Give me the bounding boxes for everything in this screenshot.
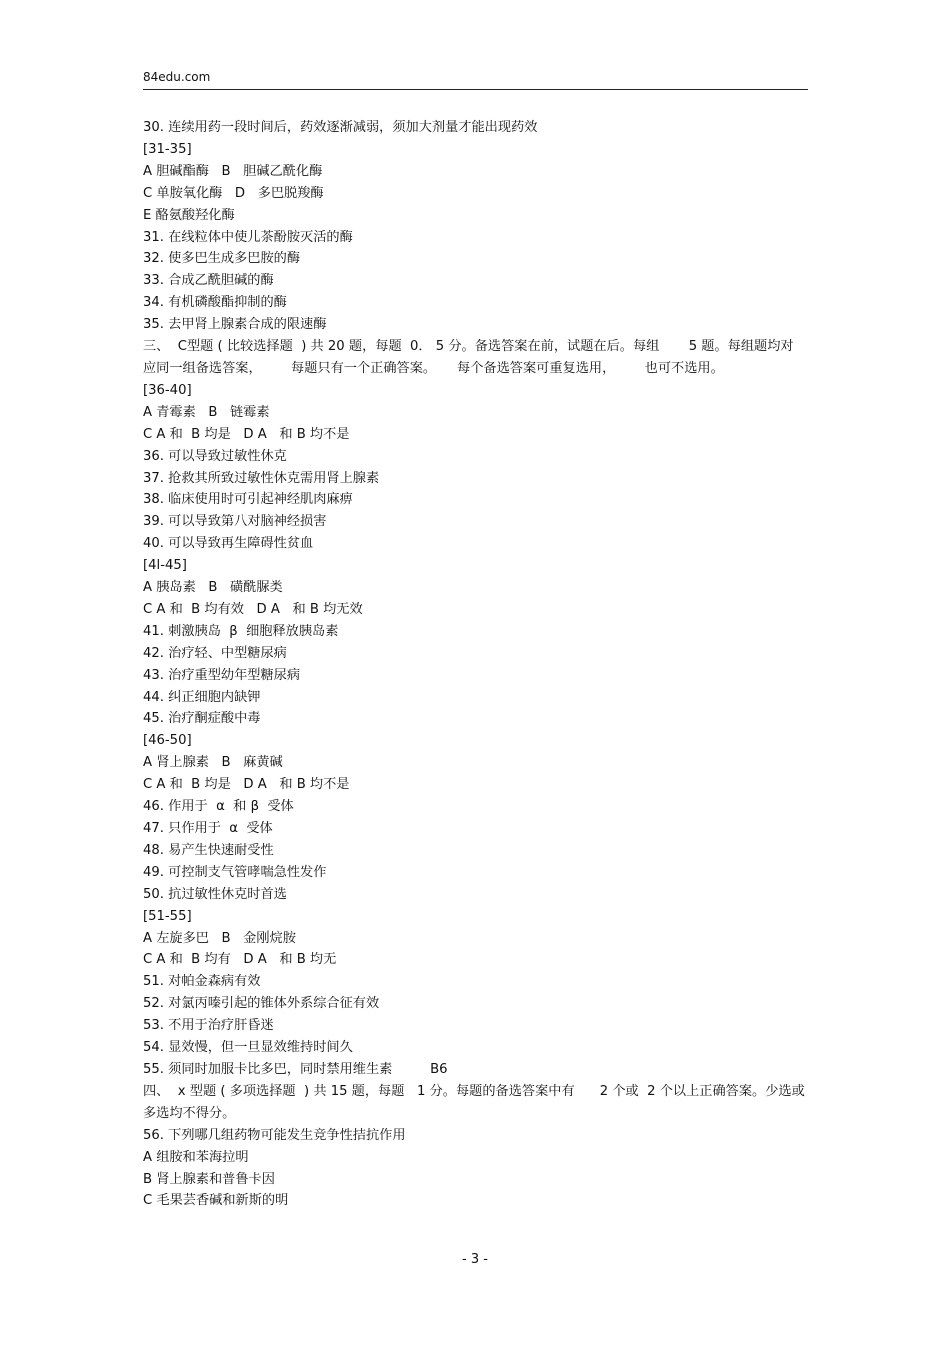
question-51: 51. 对帕金森病有效 (143, 974, 261, 990)
question-30: 30. 连续用药一段时间后，药效逐渐减弱，须加大剂量才能出现药效 (143, 120, 538, 135)
option-line: A 胆碱酯酶 B 胆碱乙酰化酶 (143, 163, 323, 179)
option-line: C A 和 B 均是 D A 和 B 均不是 (143, 426, 350, 442)
question-33: 33. 合成乙酰胆碱的酶 (143, 273, 274, 289)
question-41: 41. 刺激胰岛 β 细胞释放胰岛素 (143, 623, 339, 639)
option-line: C A 和 B 均有 D A 和 B 均无 (143, 952, 337, 968)
option-line: A 胰岛素 B 磺酰脲类 (143, 580, 283, 596)
question-48: 48. 易产生快速耐受性 (143, 842, 274, 858)
option-line: E 酪氨酸羟化酶 (143, 207, 235, 223)
question-45: 45. 治疗酮症酸中毒 (143, 711, 261, 727)
question-44: 44. 纠正细胞内缺钾 (143, 689, 261, 705)
option-line: A 左旋多巴 B 金刚烷胺 (143, 930, 296, 946)
section-4-instructions: 四、 x 型题 ( 多项选择题 ) 共 15 题，每题 1 分。每题的备选答案中有 2 个或 2 个以上正确答案。少选或多选均不得分。 (143, 1083, 805, 1121)
question-49: 49. 可控制支气管哮喘急性发作 (143, 864, 327, 880)
page-header (143, 70, 808, 90)
question-47: 47. 只作用于 α 受体 (143, 821, 273, 836)
question-37: 37. 抢救其所致过敏性休克需用肾上腺素 (143, 470, 380, 486)
question-50: 50. 抗过敏性休克时首选 (143, 886, 287, 902)
question-35: 35. 去甲肾上腺素合成的限速酶 (143, 317, 327, 333)
question-43: 43. 治疗重型幼年型糖尿病 (143, 667, 301, 683)
group-heading-36-40: [36-40] (143, 382, 192, 398)
question-52: 52. 对氯丙嗪引起的锥体外系综合征有效 (143, 996, 380, 1012)
option-line: C 毛果芸香碱和新斯的明 (143, 1193, 289, 1209)
question-31: 31. 在线粒体中使儿茶酚胺灭活的酶 (143, 229, 353, 245)
group-heading-51-55: [51-55] (143, 908, 192, 924)
option-line: C A 和 B 均有效 D A 和 B 均无效 (143, 601, 363, 617)
question-46: 46. 作用于 α 和 β 受体 (143, 799, 294, 815)
option-line: A 肾上腺素 B 麻黄碱 (143, 755, 283, 771)
question-39: 39. 可以导致第八对脑神经损害 (143, 514, 327, 530)
question-42: 42. 治疗轻、中型糖尿病 (143, 645, 287, 661)
question-54: 54. 显效慢，但一旦显效维持时间久 (143, 1040, 353, 1056)
group-heading-31-35: [31-35] (143, 141, 192, 157)
document-body (143, 117, 805, 1212)
question-55: 55. 须同时加服卡比多巴，同时禁用维生素 B6 (143, 1061, 448, 1077)
option-line: A 组胺和苯海拉明 (143, 1149, 249, 1165)
question-40: 40. 可以导致再生障碍性贫血 (143, 536, 314, 552)
option-line: B 肾上腺素和普鲁卡因 (143, 1171, 275, 1187)
page-number: - 3 - (462, 1252, 488, 1267)
group-heading-46-50: [46-50] (143, 733, 192, 749)
question-53: 53. 不用于治疗肝昏迷 (143, 1018, 274, 1034)
option-line: A 青霉素 B 链霉素 (143, 404, 270, 420)
question-34: 34. 有机磷酸酯抑制的酶 (143, 295, 287, 311)
option-line: C A 和 B 均是 D A 和 B 均不是 (143, 777, 350, 793)
option-line: C 单胺氧化酶 D 多巴脱羧酶 (143, 185, 324, 201)
question-36: 36. 可以导致过敏性休克 (143, 448, 287, 464)
question-32: 32. 使多巴生成多巴胺的酶 (143, 251, 301, 267)
group-heading-41-45: [4l-45] (143, 558, 187, 574)
question-56: 56. 下列哪几组药物可能发生竞争性拮抗作用 (143, 1127, 406, 1143)
site-name: 84edu.com (143, 70, 211, 84)
section-3-instructions: 三、 C型题 ( 比较选择题 ) 共 20 题，每题 0． 5 分。备选答案在前，试题在后。每组 5 题。每组题均对应同一组备选答案， 每题只有一个正确答案。 每个备选答案可重复选用， 也可不选用。 (143, 339, 794, 376)
question-38: 38. 临床使用时可引起神经肌肉麻痹 (143, 492, 353, 508)
